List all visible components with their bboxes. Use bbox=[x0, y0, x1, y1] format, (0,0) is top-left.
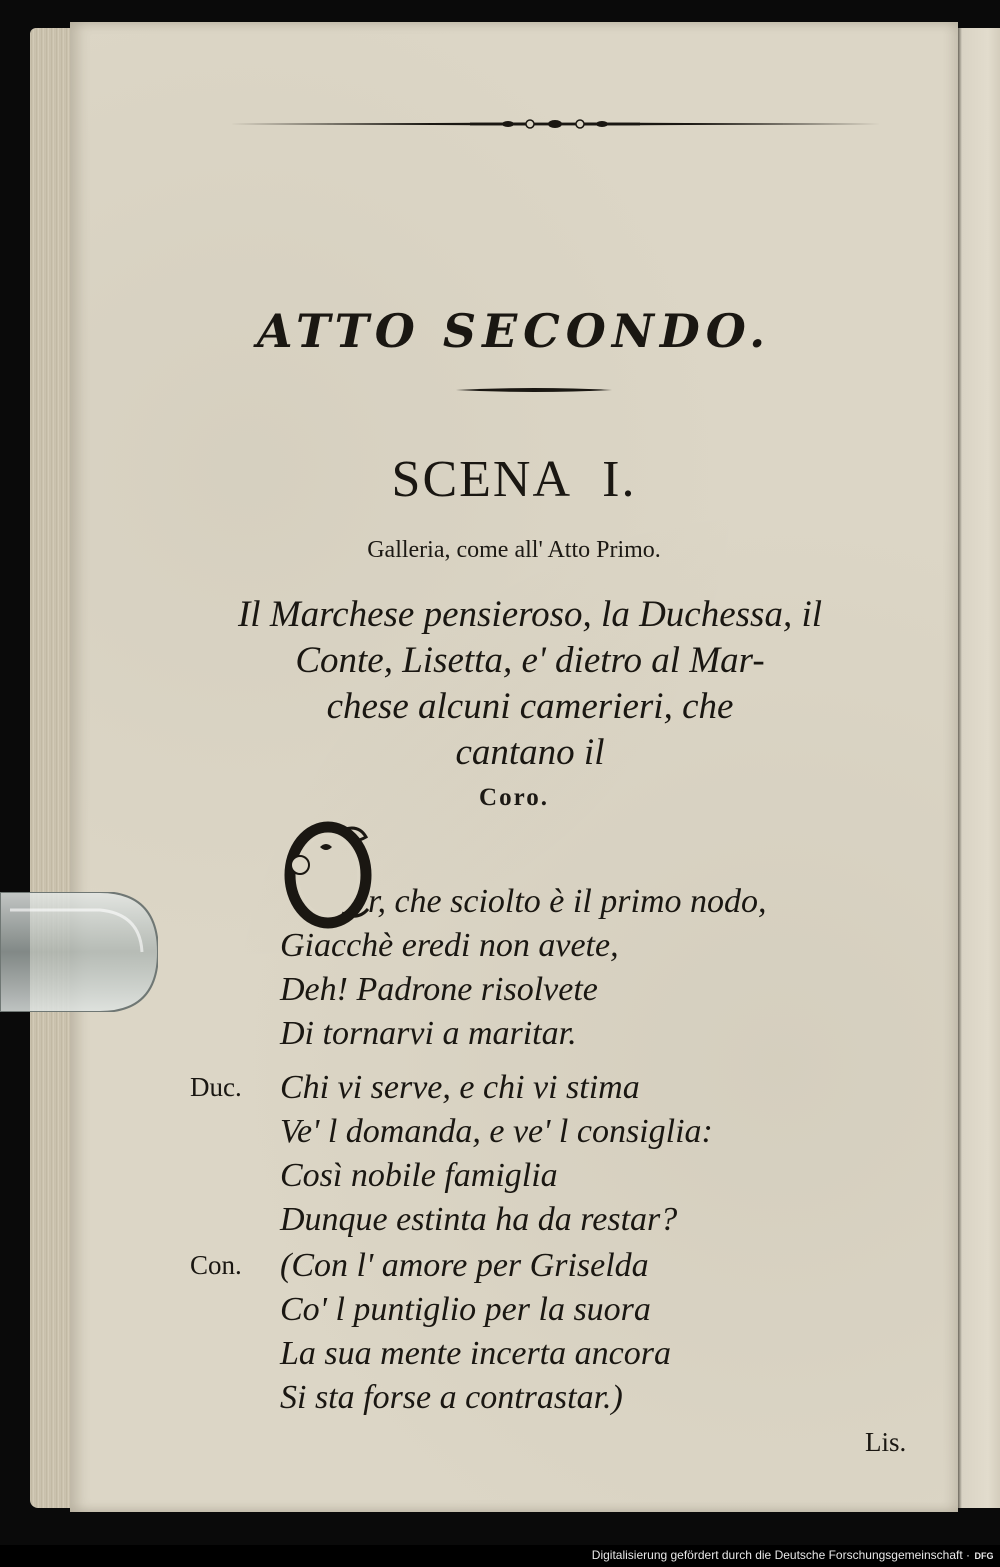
chorus-label: Coro. bbox=[479, 784, 549, 811]
digitization-credit: Digitalisierung gefördert durch die Deutsche Forschungsgemeinschaft · bbox=[591, 1548, 970, 1562]
verse-line: Giacchè eredi non avete, bbox=[280, 927, 619, 964]
verse-line: Dunque estinta ha da restar? bbox=[280, 1201, 678, 1238]
page-holder-clip bbox=[0, 892, 158, 1012]
verse-line: Deh! Padrone risolvete bbox=[280, 971, 598, 1008]
stage-direction-line: Il Marchese pensieroso, la Duchessa, il bbox=[237, 594, 822, 635]
verse-block-duchess bbox=[280, 1066, 713, 1242]
verse-line: Così nobile famiglia bbox=[280, 1157, 558, 1194]
svg-text:DFG: DFG bbox=[974, 1551, 994, 1561]
verse-line: Di tornarvi a maritar. bbox=[280, 1015, 577, 1052]
verse-block-chorus bbox=[280, 880, 767, 1056]
verse-line: Co' l puntiglio per la suora bbox=[280, 1291, 651, 1328]
stage-direction-line: Conte, Lisetta, e' dietro al Mar- bbox=[295, 640, 765, 681]
stage-direction-line: chese alcuni camerieri, che bbox=[326, 686, 734, 727]
stage-direction bbox=[160, 592, 900, 776]
verse-line: (Con l' amore per Griselda bbox=[280, 1247, 649, 1284]
drop-cap-ornament bbox=[280, 817, 380, 929]
act-title: ATTO SECONDO. bbox=[256, 304, 772, 358]
scene-setting: Galleria, come all' Atto Primo. bbox=[367, 537, 661, 563]
verse-line: Ve' l domanda, e ve' l consiglia: bbox=[280, 1113, 713, 1150]
stage-direction-line: cantano il bbox=[455, 732, 605, 773]
scene-title: SCENA I. bbox=[391, 451, 637, 508]
verse-line: Si sta forse a contrastar.) bbox=[280, 1379, 623, 1416]
verse-line: Chi vi serve, e chi vi stima bbox=[280, 1069, 640, 1106]
dfg-logo bbox=[974, 1548, 994, 1562]
verse-block-count bbox=[280, 1244, 671, 1420]
speaker-label: Con. bbox=[190, 1250, 242, 1280]
verse-line: La sua mente incerta ancora bbox=[280, 1335, 671, 1372]
speaker-label: Duc. bbox=[190, 1072, 242, 1102]
book-page bbox=[70, 22, 958, 1512]
short-rule bbox=[456, 386, 612, 394]
ornament-rule bbox=[230, 118, 880, 130]
catchword: Lis. bbox=[865, 1427, 907, 1457]
verse-line: r, che sciolto è il primo nodo, bbox=[368, 883, 767, 920]
